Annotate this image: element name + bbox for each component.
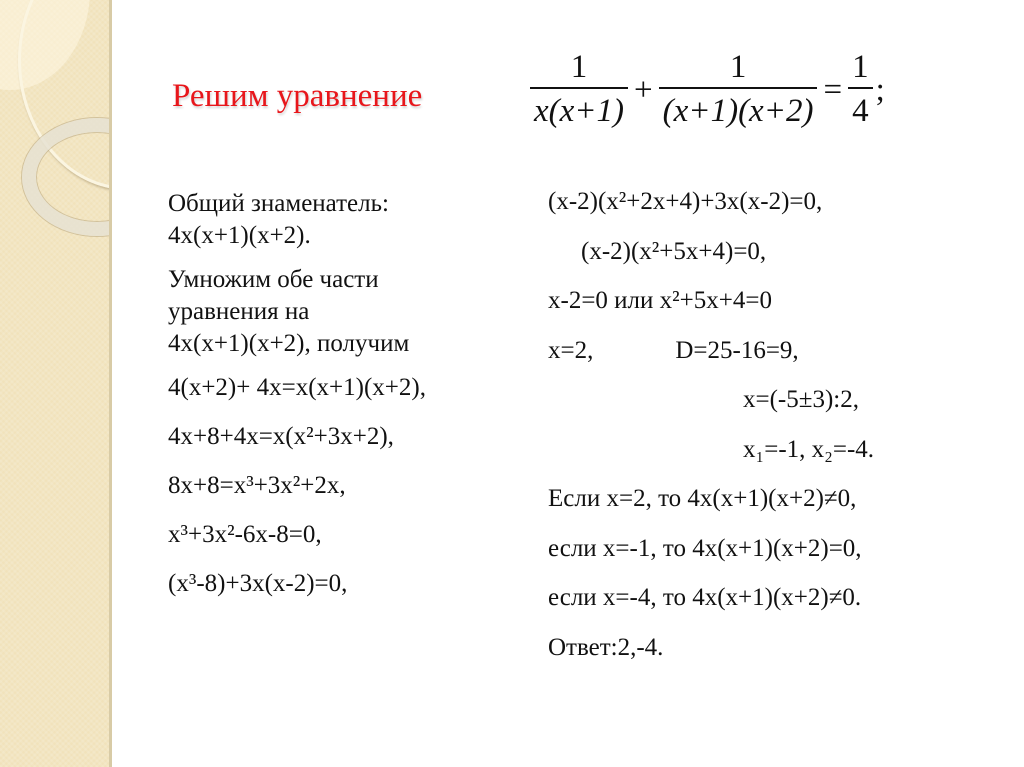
answer-line: Ответ:2,-4.: [548, 633, 664, 661]
text-line: [548, 335, 1018, 385]
text-line: x₁=-1, x₂=-4.: [743, 435, 875, 463]
fraction-rhs: [848, 47, 873, 133]
equals-operator: =: [823, 71, 843, 108]
text-line: x³+3x²-6x-8=0,: [168, 521, 322, 548]
text-line: (x-2)(x²+5x+4)=0,: [581, 237, 767, 265]
text-line: x=(-5±3):2,: [743, 386, 859, 413]
text-line: Умножим обе части: [168, 266, 379, 293]
root-x-2: x=2,: [548, 336, 594, 364]
plus-operator: +: [634, 71, 653, 108]
text-line: уравнения на: [168, 298, 310, 325]
text-line: 4x(x+1)(x+2), получим: [168, 330, 410, 357]
text-line: 8x+8=x³+3x²+2x,: [168, 472, 346, 499]
text-line: Общий знаменатель:: [168, 190, 389, 217]
fraction-numerator: 1: [852, 49, 869, 85]
solution-right-column: [548, 186, 1018, 681]
text-line: Если x=2, то 4x(x+1)(x+2)≠0,: [548, 485, 857, 512]
fraction-denominator: (x+1)(x+2): [662, 93, 814, 129]
text-line: если x=-4, то 4x(x+1)(x+2)≠0.: [548, 584, 862, 611]
discriminant: D=25-16=9,: [675, 336, 799, 364]
decorative-sidebar: [0, 0, 112, 767]
main-equation: [530, 40, 885, 140]
fraction-term-1: [530, 47, 628, 133]
text-line: если x=-1, то 4x(x+1)(x+2)=0,: [548, 534, 862, 562]
equation-terminator: ;: [875, 71, 885, 108]
text-line: 4x(x+1)(x+2).: [168, 222, 311, 249]
text-line: x-2=0 или x²+5x+4=0: [548, 287, 772, 314]
fraction-denominator: 4: [852, 93, 869, 129]
fraction-numerator: 1: [729, 49, 747, 85]
decorative-ring-small-icon: [22, 118, 112, 236]
text-line: (x-2)(x²+2x+4)+3x(x-2)=0,: [548, 188, 823, 215]
solution-left-column: [168, 188, 538, 617]
fraction-term-2: [659, 47, 818, 133]
text-line: (x³-8)+3x(x-2)=0,: [168, 570, 348, 597]
text-line: 4(x+2)+ 4x=x(x+1)(x+2),: [168, 374, 426, 401]
slide-title: Решим уравнение: [172, 78, 423, 114]
fraction-numerator: 1: [570, 49, 588, 85]
fraction-denominator: x(x+1): [534, 93, 625, 129]
text-line: 4x+8+4x=x(x²+3x+2),: [168, 423, 394, 450]
